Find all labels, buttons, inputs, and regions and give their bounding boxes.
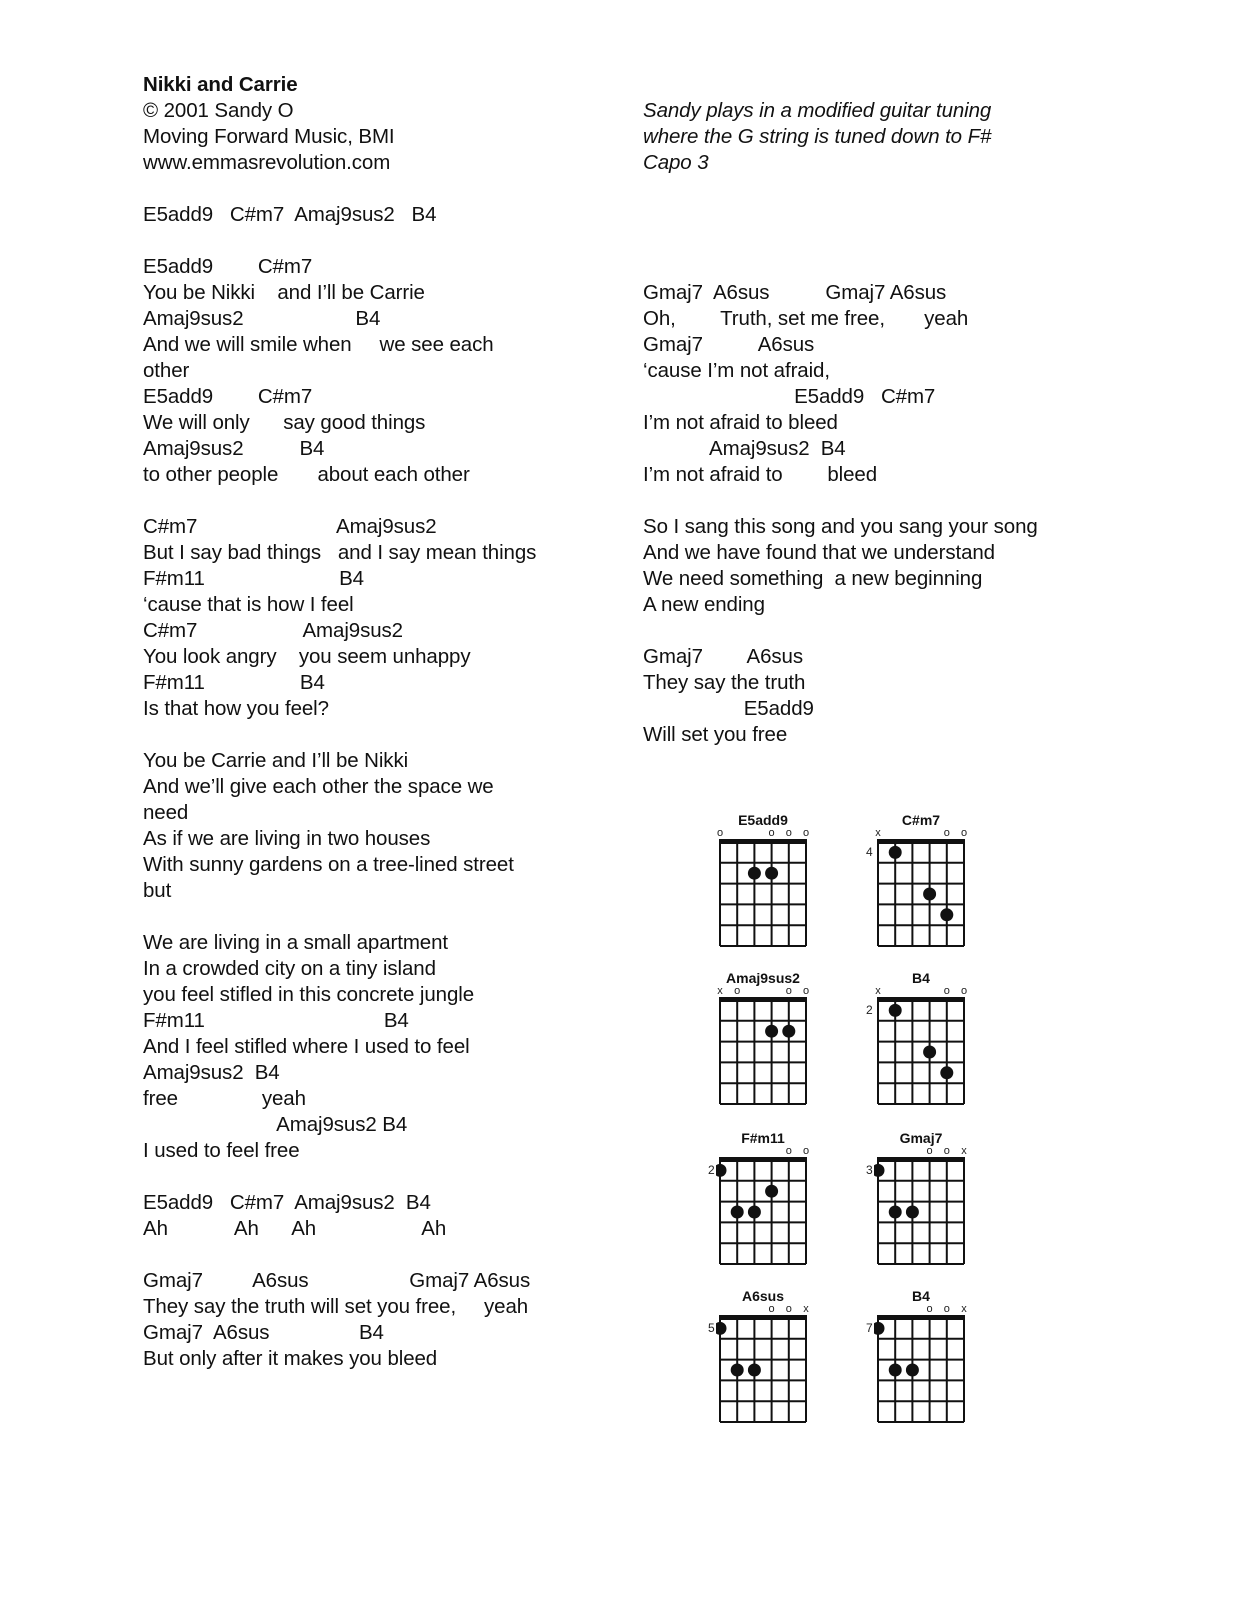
lyric-line (143, 1242, 593, 1268)
lyric-line: need (143, 801, 189, 824)
lyric-line: Will set you free (643, 723, 788, 746)
open-string-marker: o (943, 985, 950, 997)
finger-dot (923, 1046, 936, 1059)
lyric-line: And we have found that we understand (643, 541, 995, 564)
open-string-marker: o (943, 827, 950, 839)
tuning-note-line: where the G string is tuned down to F# (643, 125, 992, 148)
lyric-line: But I say bad things and I say mean things (143, 541, 537, 564)
lyric-line: Ah Ah Ah Ah (143, 1217, 447, 1240)
finger-dot (889, 846, 902, 859)
base-fret-number: 3 (866, 1163, 873, 1178)
chord-name: Gmaj7 (899, 1130, 943, 1146)
open-string-marker: o (960, 985, 968, 997)
open-string-marker: o (802, 985, 810, 997)
lyric-line (143, 1164, 593, 1190)
finger-dot (889, 1206, 902, 1219)
finger-dot (731, 1206, 744, 1219)
open-string-marker: o (785, 1303, 792, 1315)
nut-bar (719, 997, 807, 1002)
finger-dot (748, 1364, 761, 1377)
lyric-line (643, 176, 1203, 202)
lyric-line: Gmaj7 A6sus B4 (143, 1321, 384, 1344)
base-fret-number: 7 (866, 1321, 873, 1336)
chord-chart (708, 1288, 818, 1428)
lyric-line: Amaj9sus2 B4 (143, 307, 381, 330)
chord-chart (866, 812, 976, 952)
open-string-marker: o (734, 985, 741, 997)
base-fret-number: 5 (708, 1321, 715, 1336)
open-string-marker: o (785, 827, 792, 839)
lyric-line (643, 618, 1203, 644)
open-string-marker: o (716, 827, 724, 839)
lyrics-right-column (643, 98, 1203, 748)
fretboard-grid (874, 1156, 968, 1268)
lyric-line: We are living in a small apartment (143, 931, 448, 954)
lyric-line (143, 176, 593, 202)
lyric-line: www.emmasrevolution.com (143, 151, 391, 174)
lyric-line: They say the truth will set you free, yeah (143, 1295, 529, 1318)
fretboard-grid (716, 1156, 810, 1268)
lyric-line: I used to feel free (143, 1139, 300, 1162)
lyric-line: Gmaj7 A6sus Gmaj7 A6sus (143, 1269, 531, 1292)
lyric-line: Is that how you feel? (143, 697, 329, 720)
lyric-line: but (143, 879, 172, 902)
finger-dot (940, 908, 953, 921)
chord-name: E5add9 (738, 812, 788, 828)
lyric-line: You be Carrie and I’ll be Nikki (143, 749, 409, 772)
lyric-line (143, 904, 593, 930)
finger-dot (923, 888, 936, 901)
finger-dot (940, 1066, 953, 1079)
lyric-line (143, 722, 593, 748)
lyric-line: They say the truth (643, 671, 806, 694)
finger-dot (889, 1364, 902, 1377)
open-string-marker: o (802, 827, 810, 839)
lyric-line: You be Nikki and I’ll be Carrie (143, 281, 425, 304)
nut-bar (719, 1157, 807, 1162)
fretboard-grid (716, 1314, 810, 1426)
chord-chart (708, 970, 818, 1110)
lyric-line: Oh, Truth, set me free, yeah (643, 307, 969, 330)
muted-string-marker: x (875, 985, 881, 997)
tuning-note-line: Capo 3 (643, 151, 709, 174)
lyric-line: And we will smile when we see each (143, 333, 494, 356)
lyric-line: As if we are living in two houses (143, 827, 431, 850)
nut-bar (719, 1315, 807, 1320)
chord-name: Amaj9sus2 (726, 970, 800, 986)
chord-name: B4 (912, 970, 930, 986)
lyric-line: But only after it makes you bleed (143, 1347, 438, 1370)
muted-string-marker: x (961, 1303, 967, 1315)
song-title: Nikki and Carrie (143, 73, 298, 96)
finger-dot (874, 1164, 885, 1177)
tuning-note-line: Sandy plays in a modified guitar tuning (643, 99, 992, 122)
lyric-line (143, 228, 593, 254)
open-string-marker: o (785, 985, 792, 997)
muted-string-marker: x (875, 827, 881, 839)
fretboard-grid (874, 996, 968, 1108)
chord-chart (866, 1130, 976, 1270)
lyric-line: other (143, 359, 190, 382)
lyric-line: I’m not afraid to bleed (643, 411, 838, 434)
lyric-line: We need something a new beginning (643, 567, 983, 590)
lyric-line: Amaj9sus2 B4 (143, 1061, 280, 1084)
open-string-marker: o (768, 1303, 775, 1315)
finger-dot (906, 1206, 919, 1219)
lyrics-left-column (143, 72, 593, 1372)
lyric-line (643, 488, 1203, 514)
lyric-line: F#m11 B4 (143, 671, 325, 694)
lyric-line: Gmaj7 A6sus (643, 333, 815, 356)
finger-dot (748, 1206, 761, 1219)
finger-dot (716, 1322, 727, 1335)
finger-dot (874, 1322, 885, 1335)
lyric-line: I’m not afraid to bleed (643, 463, 878, 486)
lyric-line: Moving Forward Music, BMI (143, 125, 395, 148)
open-string-marker: o (802, 1145, 810, 1157)
finger-dot (765, 1025, 778, 1038)
chord-name: F#m11 (741, 1130, 785, 1146)
lyric-line: ‘cause that is how I feel (143, 593, 354, 616)
base-fret-number: 2 (866, 1003, 873, 1018)
lyric-line: ‘cause I’m not afraid, (643, 359, 830, 382)
muted-string-marker: x (717, 985, 723, 997)
chord-chart (866, 1288, 976, 1428)
nut-bar (877, 997, 965, 1002)
muted-string-marker: x (961, 1145, 967, 1157)
open-string-marker: o (960, 827, 968, 839)
finger-dot (765, 1185, 778, 1198)
lyric-line (643, 202, 1203, 228)
lyric-line: You look angry you seem unhappy (143, 645, 471, 668)
finger-dot (748, 867, 761, 880)
lyric-line: We will only say good things (143, 411, 426, 434)
nut-bar (719, 839, 807, 844)
lyric-line: to other people about each other (143, 463, 470, 486)
open-string-marker: o (943, 1145, 950, 1157)
lyric-line: F#m11 B4 (143, 1009, 409, 1032)
finger-dot (906, 1364, 919, 1377)
chord-chart (708, 1130, 818, 1270)
lyric-line: F#m11 B4 (143, 567, 364, 590)
lyric-line: © 2001 Sandy O (143, 99, 294, 122)
lyric-line: So I sang this song and you sang your song (643, 515, 1038, 538)
base-fret-number: 2 (708, 1163, 715, 1178)
nut-bar (877, 839, 965, 844)
lyric-line: Amaj9sus2 B4 (643, 437, 846, 460)
lyric-line: E5add9 C#m7 (143, 385, 313, 408)
open-string-marker: o (768, 827, 775, 839)
lyric-line: Gmaj7 A6sus Gmaj7 A6sus (643, 281, 947, 304)
lyric-line: Gmaj7 A6sus (643, 645, 803, 668)
lyric-line: C#m7 Amaj9sus2 (143, 619, 403, 642)
chord-name: A6sus (741, 1288, 785, 1304)
finger-dot (889, 1004, 902, 1017)
open-string-marker: o (785, 1145, 792, 1157)
lyric-line: E5add9 C#m7 (643, 385, 936, 408)
finger-dot (731, 1364, 744, 1377)
nut-bar (877, 1157, 965, 1162)
open-string-marker: o (926, 1303, 933, 1315)
fretboard-grid (874, 1314, 968, 1426)
lyric-line: A new ending (643, 593, 765, 616)
chord-name: C#m7 (901, 812, 941, 828)
lyric-line: With sunny gardens on a tree-lined street (143, 853, 514, 876)
muted-string-marker: x (803, 1303, 809, 1315)
nut-bar (877, 1315, 965, 1320)
chord-name: B4 (912, 1288, 930, 1304)
fretboard-grid (716, 996, 810, 1108)
chord-chart (866, 970, 976, 1110)
finger-dot (782, 1025, 795, 1038)
lyric-line: Amaj9sus2 B4 (143, 1113, 408, 1136)
lyric-line (143, 488, 593, 514)
lyric-line: free yeah (143, 1087, 306, 1110)
lyric-line: C#m7 Amaj9sus2 (143, 515, 437, 538)
lyric-line: you feel stifled in this concrete jungle (143, 983, 475, 1006)
lyric-line: Amaj9sus2 B4 (143, 437, 325, 460)
finger-dot (765, 867, 778, 880)
base-fret-number: 4 (866, 845, 873, 860)
open-string-marker: o (926, 1145, 933, 1157)
lyric-line: And I feel stifled where I used to feel (143, 1035, 470, 1058)
lyric-line: E5add9 (643, 697, 814, 720)
lyric-line (643, 228, 1203, 254)
fretboard-grid (716, 838, 810, 950)
lyric-line: E5add9 C#m7 Amaj9sus2 B4 (143, 203, 437, 226)
chord-chart (708, 812, 818, 952)
lyric-line: E5add9 C#m7 (143, 255, 313, 278)
lyric-line: E5add9 C#m7 Amaj9sus2 B4 (143, 1191, 431, 1214)
lyric-line (643, 254, 1203, 280)
lyric-line: And we’ll give each other the space we (143, 775, 494, 798)
open-string-marker: o (943, 1303, 950, 1315)
fretboard-grid (874, 838, 968, 950)
finger-dot (716, 1164, 727, 1177)
lyric-line: In a crowded city on a tiny island (143, 957, 436, 980)
